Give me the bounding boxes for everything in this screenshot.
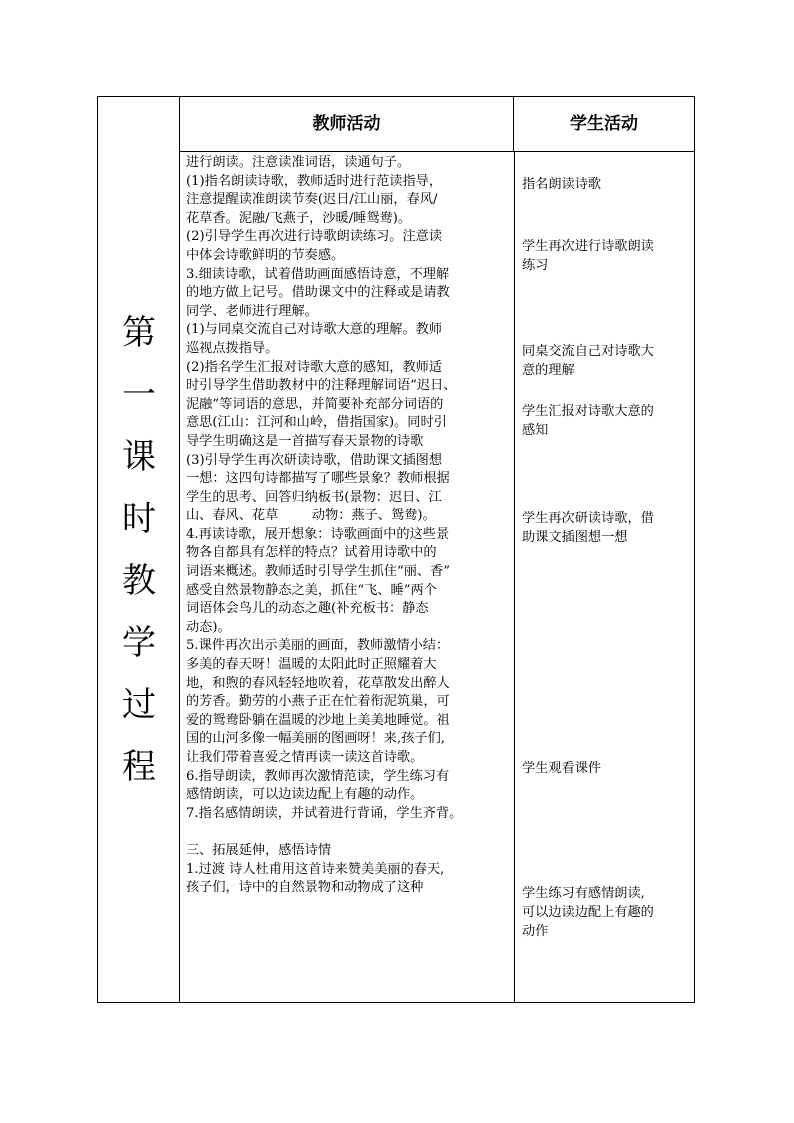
student-line: 学生汇报对诗歌大意的 xyxy=(522,404,654,419)
teacher-line: 多美的春天呀！温暖的太阳此时正照耀着大 xyxy=(186,657,437,673)
teacher-line: 物各自都具有怎样的特点？试着用诗歌中的 xyxy=(186,545,437,561)
teacher-line: 三、拓展延伸，感悟诗情 xyxy=(186,842,332,858)
lesson-table xyxy=(97,96,695,1003)
teacher-line: 3.细读诗歌，试着借助画面感悟诗意，不理解 xyxy=(186,266,450,282)
student-activity-item xyxy=(522,759,690,778)
student-activity-item xyxy=(522,402,690,440)
side-title xyxy=(98,302,180,798)
student-activity-item xyxy=(522,342,690,380)
teacher-line: (3)引导学生再次研读诗歌，借助课文插图想 xyxy=(186,452,443,468)
teacher-line: (1)与同桌交流自己对诗歌大意的理解。教师 xyxy=(186,322,443,338)
teacher-line: (2)指名学生汇报对诗歌大意的感知，教师适 xyxy=(186,359,443,375)
teacher-line: 词语来概述。教师适时引导学生抓住“丽、香” xyxy=(186,564,451,580)
student-line: 助课文插图想一想 xyxy=(522,530,628,545)
side-title-char: 第 xyxy=(122,313,156,353)
teacher-line: 一想：这四句诗都描写了哪些景象？教师根据 xyxy=(186,471,450,487)
teacher-line: 山、春风、花草 动物：燕子、鸳鸯)。 xyxy=(186,508,436,524)
side-title-char: 学 xyxy=(122,623,156,663)
student-activity-item xyxy=(522,237,690,275)
teacher-line: 地，和煦的春风轻轻地吹着，花草散发出醉人 xyxy=(186,675,450,691)
column-divider xyxy=(514,152,515,1003)
side-title-char: 一 xyxy=(122,375,156,415)
side-title-char: 程 xyxy=(122,747,156,787)
teacher-line: 意思(江山：江河和山岭，借指国家)。同时引 xyxy=(186,415,447,431)
teacher-line: 5.课件再次出示美丽的画面，教师激情小结： xyxy=(186,638,450,654)
side-title-char: 课 xyxy=(122,437,156,477)
student-line: 学生再次进行诗歌朗读 xyxy=(522,239,654,254)
teacher-activity-header: 教师活动 xyxy=(180,97,514,151)
teacher-line xyxy=(186,823,510,842)
student-line: 学生观看课件 xyxy=(522,761,602,776)
student-line: 感知 xyxy=(522,423,549,438)
teacher-line: 感情朗读，可以边读边配上有趣的动作。 xyxy=(186,787,424,803)
teacher-line: 进行朗读。注意读准词语，读通句子。 xyxy=(186,155,411,170)
student-line: 学生练习有感情朗读, xyxy=(522,886,645,901)
teacher-line: 词语体会鸟儿的动态之趣(补充板书：静态 xyxy=(186,601,429,617)
student-activity-item xyxy=(522,175,690,194)
teacher-activity-content xyxy=(186,154,510,898)
teacher-line: 爱的鸳鸯卧躺在温暖的沙地上美美地睡觉。祖 xyxy=(186,712,450,728)
teacher-line: (1)指名朗读诗歌，教师适时进行范读指导， xyxy=(186,173,443,189)
student-line: 可以边读边配上有趣的 xyxy=(522,905,654,920)
teacher-line: 1.过渡 诗人杜甫用这首诗来赞美美丽的春天, xyxy=(186,861,445,877)
student-line: 学生再次研读诗歌，借 xyxy=(522,511,654,526)
teacher-line: 4.再读诗歌，展开想象：诗歌画面中的这些景 xyxy=(186,526,450,542)
teacher-line: 泥融”等词语的意思，并简要补充部分词语的 xyxy=(186,396,444,412)
student-line: 意的理解 xyxy=(522,363,575,378)
student-line: 指名朗读诗歌 xyxy=(522,177,602,192)
teacher-line: 7.指名感情朗读，并试着进行背诵，学生齐背。 xyxy=(186,805,463,821)
teacher-line: 感受自然景物静态之美，抓住“飞、睡”两个 xyxy=(186,582,437,598)
student-line: 练习 xyxy=(522,258,549,273)
side-title-column xyxy=(98,97,180,1002)
teacher-line: 注意提醒读准朗读节奏(迟日/江山丽，春风/ xyxy=(186,192,438,208)
teacher-line: 的地方做上记号。借助课文中的注释或是请教 xyxy=(186,285,450,301)
teacher-line: 中体会诗歌鲜明的节奏感。 xyxy=(186,247,345,263)
side-title-char: 教 xyxy=(122,561,156,601)
teacher-line: 的芳香。勤劳的小燕子正在忙着衔泥筑巢，可 xyxy=(186,694,450,710)
teacher-line: 巡视点拨指导。 xyxy=(186,340,279,356)
teacher-line: 学生的思考、回答归纳板书(景物：迟日、江 xyxy=(186,489,442,505)
student-activity-header: 学生活动 xyxy=(570,114,638,134)
teacher-line: 国的山河多像一幅美丽的图画呀！来,孩子们, xyxy=(186,731,445,747)
side-title-char: 时 xyxy=(122,499,156,539)
student-line: 同桌交流自己对诗歌大 xyxy=(522,344,654,359)
side-title-char: 过 xyxy=(122,685,156,725)
teacher-line: 导学生明确这是一首描写春天景物的诗歌 xyxy=(186,433,424,449)
teacher-line: 花草香。泥融/飞燕子，沙暖/睡鸳鸯)。 xyxy=(186,210,412,226)
teacher-line: (2)引导学生再次进行诗歌朗读练习。注意读 xyxy=(186,229,443,245)
student-activity-item xyxy=(522,509,690,547)
student-line: 动作 xyxy=(522,924,549,939)
teacher-line: 动态)。 xyxy=(186,619,231,635)
teacher-line: 让我们带着喜爱之情再读一读这首诗歌。 xyxy=(186,750,424,765)
teacher-line: 孩子们，诗中的自然景物和动物成了这种 xyxy=(186,880,424,896)
teacher-line: 6.指导朗读，教师再次激情范读，学生练习有 xyxy=(186,768,450,784)
table-header xyxy=(180,97,694,152)
teacher-line: 时引导学生借助教材中的注释理解词语“迟日、 xyxy=(186,378,457,394)
student-activity-item xyxy=(522,884,690,941)
teacher-line: 同学、老师进行理解。 xyxy=(186,303,318,319)
